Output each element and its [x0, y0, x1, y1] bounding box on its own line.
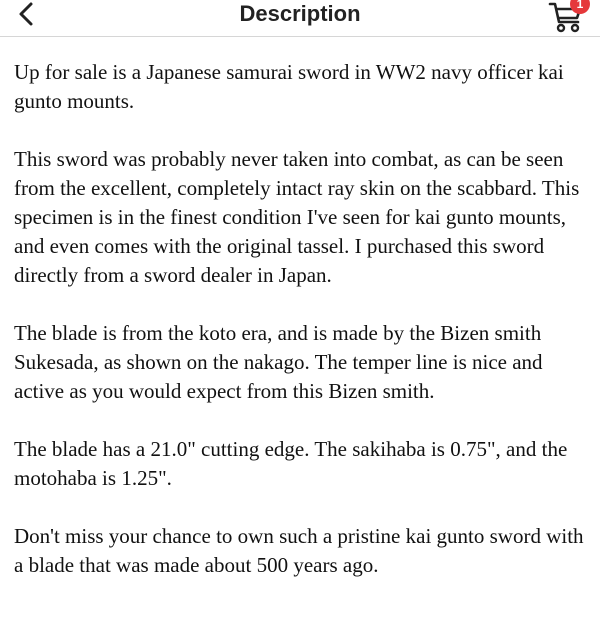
cart-badge: 1: [570, 0, 590, 14]
description-paragraph-2: This sword was probably never taken into combat, as can be seen from the excellent, completely intact ray skin on the scabbard. This specimen is in the finest condition I've seen for kai gunto mounts, and even comes with the original tassel. I purchased this sword directly from a sword dealer in Japan.: [14, 147, 580, 287]
page-title: Description: [239, 1, 361, 26]
top-bar: [0, 0, 600, 37]
description-paragraph-3: The blade is from the koto era, and is made by the Bizen smith Sukesada, as shown on the nakago. The temper line is nice and active as you would expect from this Bizen smith.: [14, 321, 543, 403]
cart-button[interactable]: [548, 0, 590, 34]
description-text: [14, 58, 588, 609]
description-paragraph-5: Don't miss your chance to own such a pristine kai gunto sword with a blade that was made about 500 years ago.: [14, 524, 584, 577]
description-paragraph-1: Up for sale is a Japanese samurai sword in WW2 navy officer kai gunto mounts.: [14, 60, 564, 113]
description-paragraph-4: The blade has a 21.0" cutting edge. The sakihaba is 0.75", and the motohaba is 1.25".: [14, 437, 568, 490]
